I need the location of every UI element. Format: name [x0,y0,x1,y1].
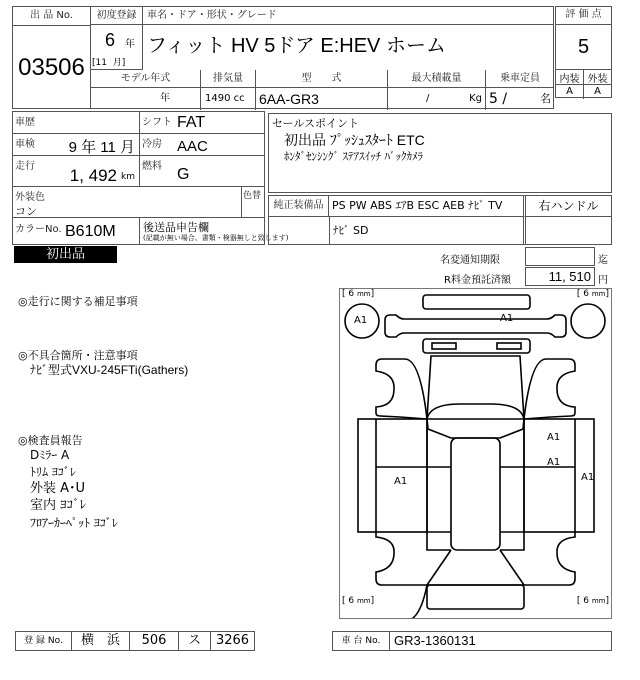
exterior-label: 外装 [587,74,608,85]
damage-diagram [339,288,612,619]
shipping-label: 後送品申告欄 [143,221,209,234]
tread-rr: [ 6 mm] [576,596,609,606]
car-name-label: 車名・ドア・形状・グレード [147,10,277,21]
model-year: 年 [91,88,201,110]
lot-box [12,6,91,109]
first-registration-label: 初度登録 [96,10,137,21]
displacement [201,88,256,110]
registration-kana: ス [179,632,211,650]
chassis-label: 車 台 No. [333,632,390,650]
tread-fr-value: 6 [583,289,589,299]
inspector-item: 室内 ﾖｺﾞﾚ [30,498,87,513]
shift-label: シフト [142,117,172,128]
tread-unit: mm [356,597,371,605]
tread-fl-value: 6 [348,289,355,299]
mark-right-front-door: A1 [547,432,561,443]
inspector-item: ﾄﾘﾑ ﾖｺﾞﾚ [30,465,76,479]
steering-side: 右ハンドル [523,196,611,217]
max-load-unit: Kg [469,93,482,104]
model-year-label: モデル年式 [91,70,201,88]
first-listing-badge: 初出品 [14,246,117,263]
capacity-unit: 名 [540,92,551,105]
score-box [555,6,612,98]
equipment-label: 純正装備品 [269,196,329,217]
chassis-row [332,631,612,651]
registration-row [15,631,255,651]
defects-title: ◎不具合箇所・注意事項 [18,349,138,362]
interior-grade: A [556,85,584,99]
month-unit: 月 [112,58,122,68]
registration-number: 3266 [215,633,250,648]
tread-unit: mm [356,290,371,298]
first-registration [91,25,143,70]
vehicle-header [91,6,554,109]
sales-points-line2: ﾎﾝﾀﾞｾﾝｼﾝｸﾞ ｽﾃｱｽｲｯﾁ ﾊﾞｯｸｶﾒﾗ [284,150,423,163]
score-value: 5 [556,25,611,70]
reg-month-wrap: [11 月] [92,58,126,68]
year-unit: 年 [125,39,135,50]
color-label: 外装色 [15,192,45,203]
mark-right-rear-door: A1 [547,457,561,468]
tread-rl-value: 6 [348,596,355,606]
name-change-field [525,247,595,266]
shipping-note: (記載が無い場合、書類・検器無しと致します) [143,234,289,242]
lot-label: 出 品 No. [13,7,90,26]
capacity-value: 5 / [489,91,508,107]
color-no-value: B610M [65,223,116,240]
shaken-label: 車検 [15,139,35,150]
registration-class: 506 [130,632,179,650]
capacity-label: 乗車定員 [486,70,554,88]
steering-extra [523,217,611,244]
model-type: 6AA-GR3 [256,88,388,110]
mark-right-rocker: A1 [581,472,595,483]
mark-left-rear-door: A1 [394,476,408,487]
mileage-value: 1, 492 [69,166,117,185]
name-change-label: 名変通知期限 [440,255,500,266]
history-label: 車歴 [15,117,35,128]
equipment-box [268,195,612,245]
defect-item: ﾅﾋﾞ型式VXU-245FTi(Gathers) [30,363,189,377]
interior-label: 内装 [556,70,584,84]
driving-notes-title: ◎走行に関する補足事項 [18,295,138,308]
displacement-unit: cc [233,93,245,104]
ac-label: 冷房 [142,139,162,150]
max-load [388,88,486,110]
lot-number: 03506 [18,54,85,81]
displacement-label: 排気量 [201,70,256,88]
equipment-value: PS PW ABS ｴｱB ESC AEB ﾅﾋﾞ TV [329,196,523,217]
repaint-label: 色替 [243,191,262,201]
type-label: 型 式 [256,70,388,88]
recycle-unit: 円 [598,275,608,286]
tread-rl: [ 6 mm] [342,596,375,606]
tread-unit: mm [591,597,606,605]
chassis-number: GR3-1360131 [394,633,476,648]
inspector-title: ◎検査員報告 [18,434,83,447]
tread-rr-value: 6 [583,596,589,606]
score-label: 評 価 点 [556,7,611,25]
color-no-label: カラーNo. [15,224,62,235]
ac-value: AAC [177,138,208,155]
specs-table [91,70,554,110]
registration-city: 横 浜 [72,632,130,650]
mileage-unit: km [121,172,135,182]
name-change-unit: 迄 [598,255,608,266]
mark-wheel-fl: A1 [354,315,368,326]
car-outline-icon [340,289,611,618]
sales-points-box [268,113,612,193]
recycle-label: R料金預託済額 [444,275,511,286]
color-value: コン [15,205,37,218]
reg-year: 6 [105,30,116,50]
shaken-value: 9 年 11 月 [68,139,135,156]
tread-fr: [ 6 mm] [576,289,609,299]
reg-month: 11 [95,58,107,68]
capacity [486,88,554,110]
inspector-item: 外装 A･U [30,481,86,496]
registration-label: 登 録 No. [16,632,72,650]
sales-points-line1: 初出品 ﾌﾟｯｼｭｽﾀｰﾄ ETC [284,132,425,148]
details-block [12,111,289,245]
max-load-value: / [426,93,430,104]
tread-fl: [ 6 mm] [342,289,375,299]
fuel-value: G [177,166,190,183]
tread-unit: mm [591,290,606,298]
inspector-item: Dﾐﾗｰ A [30,448,70,462]
mileage-label: 走行 [15,161,35,172]
displacement-value: 1490 [205,93,231,104]
inspector-item: ﾌﾛｱｰｶｰﾍﾟｯﾄ ﾖｺﾞﾚ [30,516,118,530]
exterior-grade: A [594,86,601,97]
fuel-label: 燃料 [142,161,162,172]
shift-value: FAT [177,114,206,131]
car-name: フィット HV 5ドア E:HEV ホーム [147,35,446,57]
shipping-value: ﾅﾋﾞ SD [329,217,523,244]
sales-points-label: セールスポイント [272,117,360,130]
recycle-value: 11, 510 [525,267,595,286]
mark-front-bumper: A1 [500,313,514,324]
max-load-label: 最大積載量 [388,70,486,88]
